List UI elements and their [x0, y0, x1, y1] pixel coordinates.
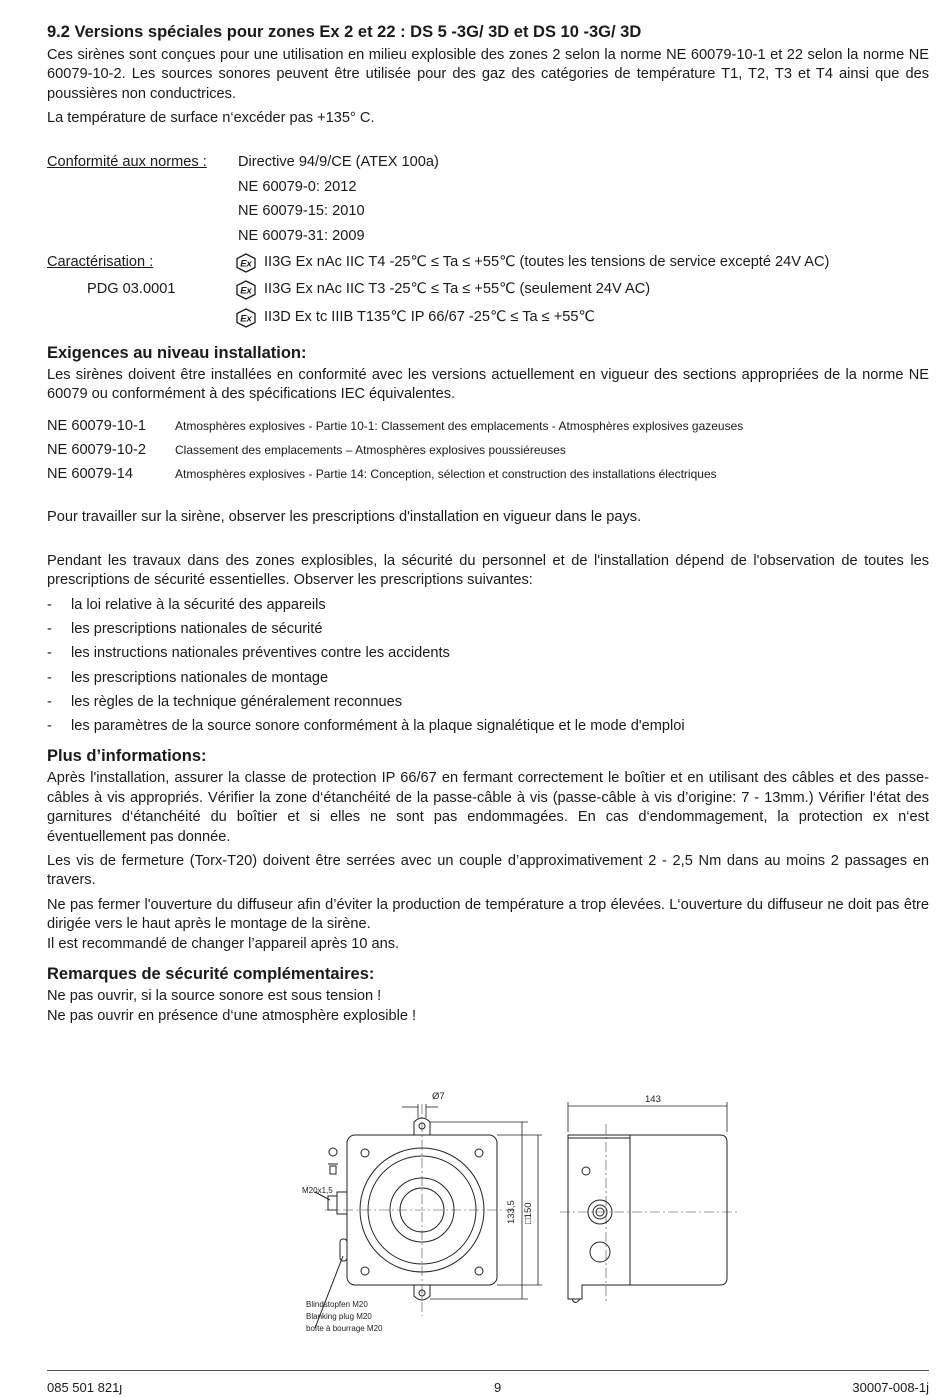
dimension-hole-label: Ø7	[432, 1091, 445, 1102]
characterisation-sub-label: PDG 03.0001	[87, 281, 176, 298]
characterisation-line: II3D Ex tc IIIB T135℃ IP 66/67 -25℃ ≤ Ta ≤ +55℃	[264, 309, 595, 326]
list-item: - les paramètres de la source sonore conformément à la plaque signalétique et le mode d'emploi	[47, 714, 929, 738]
more-info-heading: Plus d’informations:	[47, 747, 207, 766]
safety-line: Ne pas ouvrir en présence d‘une atmosphère explosible !	[47, 1007, 417, 1024]
norm-description: Atmosphères explosives - Partie 10-1: Classement des emplacements - Atmosphères explosives gazeuses	[175, 419, 744, 434]
plug-label-fr: boîte à bourrage M20	[306, 1324, 383, 1333]
norm-code: NE 60079-14	[47, 466, 134, 483]
norm-row	[47, 442, 929, 466]
conformity-row	[47, 200, 929, 225]
conformity-row	[47, 151, 929, 176]
installation-paragraph: Les sirènes doivent être installées en conformité avec les versions actuellement en vigueur des sections appropriées de la norme NE 60079 ou conformément à des spécifications IEC équivalentes.	[47, 366, 929, 403]
screw-top-right	[475, 1149, 483, 1157]
spec-block	[47, 151, 929, 333]
norm-table	[47, 418, 929, 490]
conformity-row	[47, 175, 929, 200]
list-item: - les instructions nationales préventives contre les accidents	[47, 641, 929, 665]
footer-page-number: 9	[494, 1380, 502, 1395]
characterisation-row	[47, 303, 929, 333]
ex-icon	[235, 253, 257, 273]
ex-icon	[235, 280, 257, 300]
document-page	[47, 22, 929, 1031]
list-item: - les prescriptions nationales de sécurité	[47, 617, 929, 641]
characterisation-label: Caractérisation :	[47, 254, 154, 271]
dimension-height-1-label: 133,5	[506, 1200, 517, 1224]
ex-icon	[235, 308, 257, 328]
plug-label-en: Blanking plug M20	[306, 1312, 372, 1321]
more-info-paragraph: Les vis de fermeture (Torx-T20) doivent être serrées avec un couple d’approximativement 2 - 2,5 Nm dans au moins 2 passages en travers.	[47, 853, 929, 889]
list-item: - les règles de la technique généralement reconnues	[47, 690, 929, 714]
norm-row	[47, 418, 929, 442]
characterisation-row	[47, 277, 929, 303]
cable-gland-nut	[328, 1196, 337, 1210]
section-title: 9.2 Versions spéciales pour zones Ex 2 et 22 : DS 5 -3G/ 3D et DS 10 -3G/ 3D	[47, 23, 642, 41]
svg-text:Ex: Ex	[240, 285, 252, 297]
more-info-paragraph: Il est recommandé de changer l’appareil après 10 ans.	[47, 935, 400, 952]
norm-code: NE 60079-10-2	[47, 442, 146, 459]
screw-bottom-right	[475, 1267, 483, 1275]
conformity-row	[47, 224, 929, 249]
side-earth-symbol	[582, 1167, 590, 1175]
characterisation-line: II3G Ex nAc IIC T3 -25℃ ≤ Ta ≤ +55℃ (seulement 24V AC)	[264, 281, 651, 298]
characterisation-line: II3G Ex nAc IIC T4 -25℃ ≤ Ta ≤ +55℃ (toutes les tensions de service excepté 24V AC)	[264, 254, 830, 271]
more-info-paragraph: Ne pas fermer l'ouverture du diffuseur afin d’éviter la production de température a trop élevées. L‘ouverture du diffuseur ne doit pas être dirigée vers le haut après le montage de la sirène.	[47, 896, 929, 933]
conformity-value: Directive 94/9/CE (ATEX 100a)	[238, 154, 439, 171]
blanking-plug	[340, 1239, 347, 1261]
screw-bottom-left	[361, 1267, 369, 1275]
intro-paragraph: Ces sirènes sont conçues pour une utilisation en milieu explosible des zones 2 selon la norme NE 60079-10-1 et 22 selon la norme NE 60079-10-2. Les sources sonores peuvent être utilisée pour des gaz des catégories de température T1, T2, T3 et T4 ainsi que des poussières non conductrices.	[47, 47, 929, 102]
footer-reference: 30007-008-1j	[852, 1380, 929, 1395]
characterisation-row	[47, 249, 929, 277]
earth-symbol	[329, 1148, 337, 1156]
page-footer	[47, 1370, 929, 1397]
list-item: - les prescriptions nationales de montage	[47, 666, 929, 690]
conformity-value: NE 60079-31: 2009	[238, 227, 365, 244]
norm-code: NE 60079-10-1	[47, 418, 146, 435]
conformity-value: NE 60079-0: 2012	[238, 178, 357, 195]
norm-description: Classement des emplacements – Atmosphères explosives poussiéreuses	[175, 443, 566, 458]
dimension-height-2-label: □150	[523, 1202, 534, 1224]
installation-heading: Exigences au niveau installation:	[47, 343, 307, 362]
conformity-label: Conformité aux normes :	[47, 154, 207, 171]
surface-temperature-note: La température de surface n‘excéder pas +135° C.	[47, 110, 375, 127]
plug-label-de: Blindstopfen M20	[306, 1300, 368, 1309]
prescriptions-list	[47, 593, 929, 739]
norm-row	[47, 466, 929, 490]
technical-drawing	[290, 1084, 750, 1344]
screw-top-left	[361, 1149, 369, 1157]
thread-label: M20x1,5	[302, 1186, 333, 1195]
safety-line: Ne pas ouvrir, si la source sonore est sous tension !	[47, 988, 382, 1005]
cable-gland	[337, 1192, 347, 1214]
installation-safety-paragraph: Pendant les travaux dans des zones explosibles, la sécurité du personnel et de l'installation dépend de l'observation de toutes les prescriptions de sécurité essentielles. Observer les prescriptions suivantes:	[47, 552, 929, 589]
side-blanking-plug	[590, 1242, 610, 1262]
svg-text:Ex: Ex	[240, 313, 252, 325]
footer-document-number: 085 501 821ȷ	[47, 1380, 123, 1395]
svg-text:Ex: Ex	[240, 258, 252, 270]
more-info-paragraph: Après l'installation, assurer la classe de protection IP 66/67 en fermant correctement le boîtier et en utilisant des câbles et des passe-câbles à vis appropriés. Vérifier la zone d‘étanchéité de la passe-câble à vis (passe-câble à vis d’origine: 7 - 13mm.) Vérifier l‘état des garnitures d‘étanchéité du boîtier et si elles ne sont pas endommagées. En cas d‘endommagement, la protection ex n‘est éventuellement pas donnée.	[47, 770, 929, 845]
installation-country-note: Pour travailler sur la sirène, observer les prescriptions d'installation en vigueur dans le pays.	[47, 509, 642, 526]
conformity-value: NE 60079-15: 2010	[238, 203, 365, 220]
norm-description: Atmosphères explosives - Partie 14: Conception, sélection et construction des installations électriques	[175, 467, 717, 482]
list-item: - la loi relative à la sécurité des appareils	[47, 593, 929, 617]
dimension-width-label: 143	[645, 1094, 661, 1105]
safety-heading: Remarques de sécurité complémentaires:	[47, 965, 375, 984]
side-view-housing	[568, 1135, 727, 1299]
